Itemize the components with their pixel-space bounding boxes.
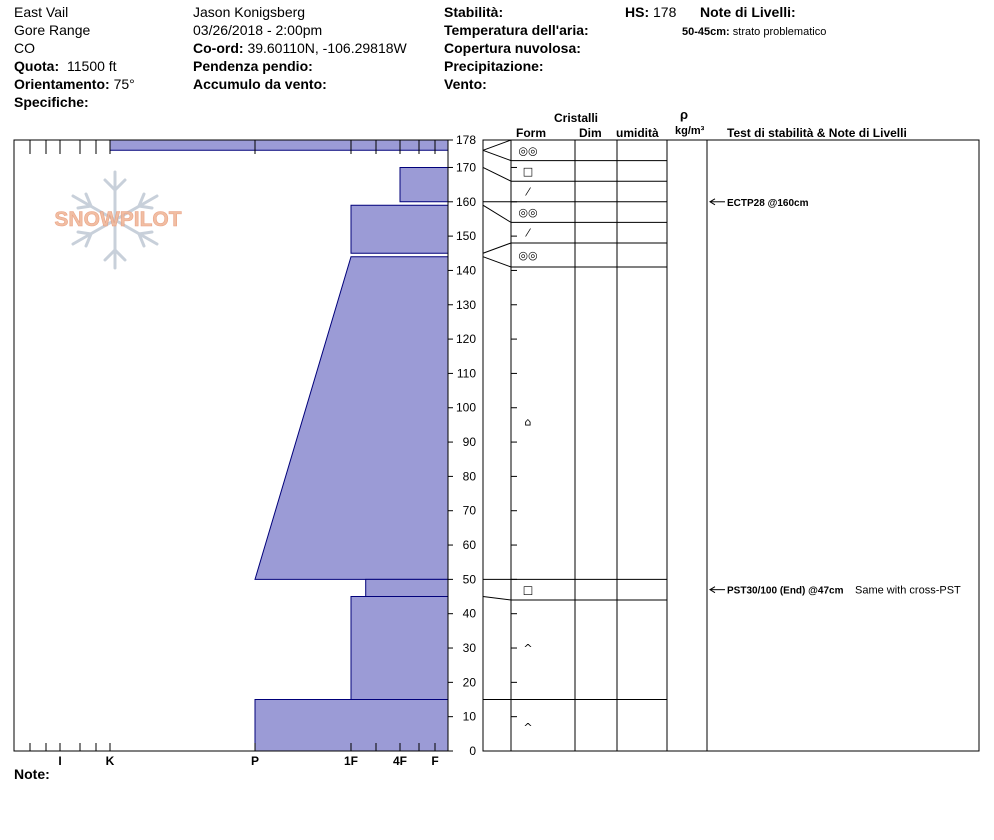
size-header: Dim (579, 126, 602, 140)
depth-tick-label: 0 (469, 744, 476, 758)
precipitation-label: Precipitazione: (444, 58, 544, 74)
depth-tick-label: 110 (456, 366, 476, 381)
crystals-header: Cristalli (554, 111, 599, 125)
location: East Vail (14, 4, 69, 20)
crystal-form-symbol: ⌂ (524, 415, 532, 429)
depth-tick-label: 50 (462, 572, 476, 587)
coord-label: Co-ord: (193, 40, 244, 56)
hs-value: 178 (653, 4, 677, 20)
hardness-scale-label: 4F (392, 754, 408, 768)
datetime: 03/26/2018 - 2:00pm (193, 22, 323, 38)
hardness-scale-label: I (58, 754, 62, 768)
elevation-value: 11500 ft (67, 58, 117, 74)
tests-header: Test di stabilità & Note di Livelli (727, 126, 907, 140)
depth-tick-label: 60 (462, 538, 476, 553)
layer-connector (483, 243, 511, 253)
depth-tick-label: 170 (455, 160, 476, 175)
hardness-layer (351, 205, 448, 253)
stability-test-label: PST30/100 (End) @47cm (727, 585, 844, 597)
crystal-form-symbol: ^ (523, 642, 533, 656)
crystal-form-symbol: ◎◎ (518, 206, 538, 220)
depth-tick-label: 30 (462, 641, 476, 656)
depth-tick-label: 100 (455, 400, 476, 415)
aspect-label: Orientamento: (14, 76, 110, 92)
crystal-form-symbol: ^ (523, 720, 533, 734)
crystal-form-symbol: □ (522, 583, 534, 597)
layer-connector (483, 597, 511, 600)
specifics-label: Specifiche: (14, 94, 89, 110)
form-header: Form (516, 126, 546, 140)
depth-tick-label: 150 (455, 229, 476, 244)
depth-tick-label: 90 (462, 435, 476, 450)
hardness-layer (366, 579, 448, 596)
hardness-layer (400, 167, 448, 201)
observer: Jason Konigsberg (193, 4, 306, 20)
depth-tick-label: 120 (455, 332, 476, 347)
crystal-form-symbol: ⁄ (527, 226, 529, 240)
air-temp-label: Temperatura dell'aria: (444, 22, 589, 38)
depth-tick-label: 70 (462, 503, 476, 518)
layer-notes-title: Note di Livelli: (700, 4, 796, 20)
mountain-range: Gore Range (14, 22, 91, 38)
hardness-layer (110, 140, 448, 150)
hardness-layer (351, 597, 448, 700)
stability-test-label: ECTP28 @160cm (727, 197, 809, 209)
notes-label: Note: (14, 766, 50, 782)
layer-connector (483, 150, 511, 160)
logo-text: SNOWPILOT (54, 208, 182, 231)
layer-connector (483, 167, 511, 181)
crystal-form-symbol: □ (522, 164, 534, 178)
stability-test-note: Same with cross-PST (855, 584, 961, 597)
hardness-scale-label: F (431, 754, 439, 768)
wind-label: Vento: (444, 76, 487, 92)
depth-tick-label: 130 (455, 297, 476, 312)
crystal-form-symbol: ◎◎ (518, 144, 538, 158)
aspect-value: 75° (113, 76, 135, 92)
hardness-layer (255, 257, 448, 580)
elevation-label: Quota: (14, 58, 60, 74)
slope-label: Pendenza pendio: (193, 58, 313, 74)
layer-connector (483, 257, 511, 267)
hardness-scale-label: P (250, 754, 260, 768)
crystal-form-symbol: ◎◎ (518, 248, 538, 262)
layer-note-range: 50-45cm: (682, 26, 730, 38)
layer-connector (483, 140, 511, 150)
depth-tick-label: 10 (462, 709, 476, 724)
hs-label: HS: (625, 4, 650, 20)
depth-tick-label: 160 (455, 194, 476, 209)
layer-note-text: strato problematico (732, 26, 827, 38)
layer-connector (483, 205, 511, 222)
depth-tick-label: 80 (462, 469, 476, 484)
density-unit: kg/m³ (675, 125, 705, 137)
cloud-cover-label: Copertura nuvolosa: (444, 40, 581, 56)
crystal-table-frame (483, 140, 979, 751)
state: CO (14, 40, 35, 56)
crystal-form-symbol: ⁄ (527, 185, 529, 199)
wind-loading-label: Accumulo da vento: (193, 76, 327, 92)
coord-value: 39.60110N, -106.29818W (247, 40, 407, 56)
depth-tick-label: 20 (462, 675, 476, 690)
stability-label: Stabilità: (444, 4, 504, 20)
depth-tick-label: 178 (455, 133, 476, 147)
moisture-header: umidità (616, 126, 659, 140)
depth-tick-label: 40 (462, 606, 476, 621)
hardness-scale-label: 1F (343, 754, 359, 768)
density-symbol: ρ (680, 107, 689, 122)
depth-tick-label: 140 (455, 263, 476, 278)
hardness-scale-label: K (105, 754, 115, 768)
